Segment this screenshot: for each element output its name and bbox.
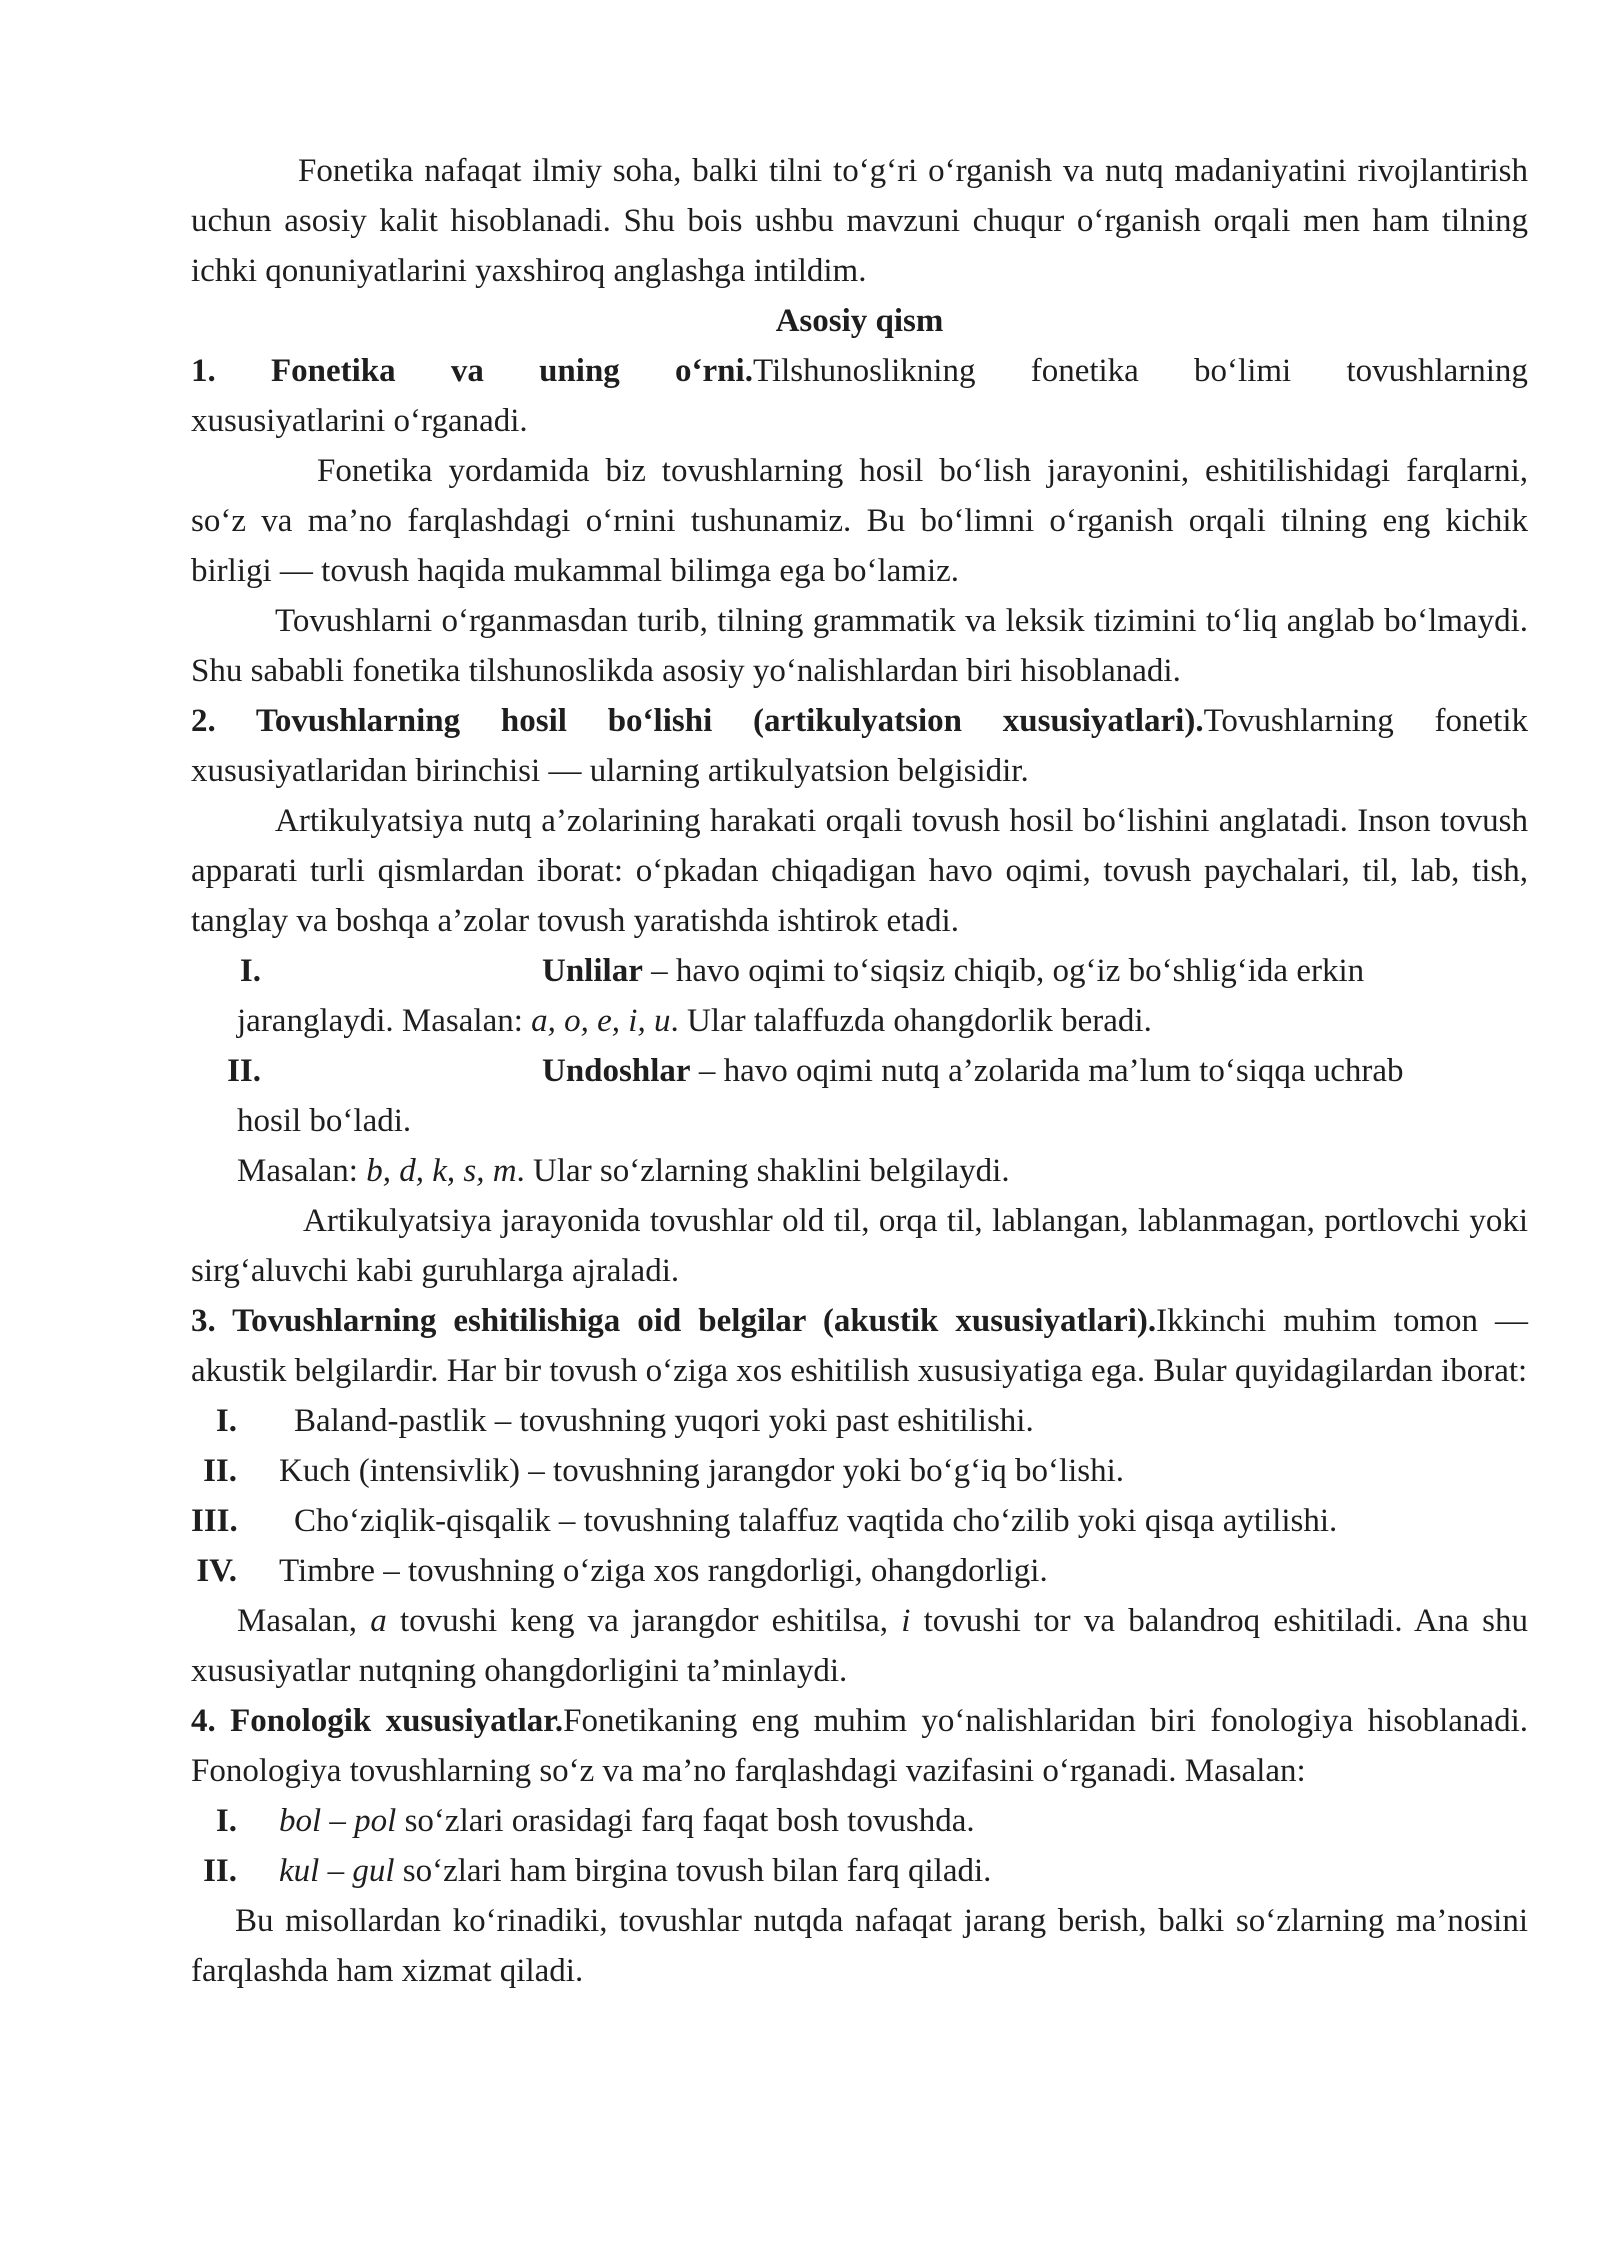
section-2-paragraph <box>191 696 1528 796</box>
section-1-title-w3: uning <box>539 353 620 389</box>
conclusion-paragraph: Bu misollardan ko‘rinadiki, tovushlar nutqda nafaqat jarang berish, balki so‘zlarning ma’nosini farqlashda ham xizmat qiladi. <box>191 1903 1528 1989</box>
undoshlar-examples: b, d, k, s, m <box>366 1153 517 1189</box>
list-item <box>191 1796 1528 1846</box>
word-pair: bol – pol <box>279 1803 397 1839</box>
section-2-paragraph-3: Artikulyatsiya jarayonida tovushlar old til, orqa til, lablangan, lablanmagan, portlovchi yoki sirg‘aluvchi kabi guruhlarga ajraladi. <box>191 1203 1528 1289</box>
section-4-title: 4. Fonologik xususiyatlar. <box>191 1703 564 1739</box>
section-1-first-line <box>191 346 1528 396</box>
list-number: II. <box>203 1853 237 1889</box>
example-letter-a: a <box>370 1603 387 1639</box>
list-number: I. <box>215 1403 237 1439</box>
example-intro: Masalan, <box>237 1603 371 1639</box>
section-4-text: Fonetikaning eng muhim yo‘nalishlaridan biri fonologiya hisoblanadi. Fonologiya tovushlarning so‘z va ma’no farqlashdagi vazifasini o‘rganadi. Masalan: <box>191 1703 1528 1789</box>
section-1-text-w3: tovushlarning <box>1346 353 1528 389</box>
list-number: I. <box>215 1803 237 1839</box>
undoshlar-example <box>191 1146 1528 1196</box>
undoshlar-example-intro: Masalan: <box>237 1153 367 1189</box>
list-item-text: Baland-pastlik – tovushning yuqori yoki past eshitilishi. <box>294 1403 1034 1439</box>
section-2-text: Tovushlarning fonetik xususiyatlaridan birinchisi — ularning artikulyatsion belgisidir. <box>191 703 1528 789</box>
section-1-title-w4: o‘rni. <box>675 353 753 389</box>
section-3-title: 3. Tovushlarning eshitilishiga oid belgilar (akustik xususiyatlari). <box>191 1303 1157 1339</box>
list-number: I. <box>239 953 261 989</box>
undoshlar-text: – havo oqimi nutq a’zolarida ma’lum to‘siqqa uchrab <box>690 1053 1404 1089</box>
list-number: IV. <box>196 1553 237 1589</box>
section-1-paragraph-2: Fonetika yordamida biz tovushlarning hosil bo‘lish jarayonini, eshitilishidagi farqlarni, so‘z va ma’no farqlashdagi o‘rnini tushunamiz. Bu bo‘limni o‘rganish orqali tilning eng kichik birligi — tovush haqida mukammal bilimga ega bo‘lamiz. <box>191 453 1528 589</box>
list-item <box>191 1496 1528 1546</box>
list-item-text: Kuch (intensivlik) – tovushning jarangdor yoki bo‘g‘iq bo‘lishi. <box>279 1453 1125 1489</box>
section-1-title-w0: 1. <box>191 353 216 389</box>
list-number: III. <box>191 1503 238 1539</box>
section-1-text-w0: Tilshunoslikning <box>752 353 976 389</box>
section-4-paragraph <box>191 1696 1528 1796</box>
example-middle: tovushi keng va jarangdor eshitilsa, <box>386 1603 902 1639</box>
section-2-paragraph-2: Artikulyatsiya nutq a’zolarining harakati orqali tovush hosil bo‘lishini anglatadi. Inson tovush apparati turli qismlardan iborat: o‘pkadan chiqadigan havo oqimi, tovush paychalari, til, lab, tish, tanglay va boshqa a’zolar tovush yaratishda ishtirok etadi. <box>191 803 1528 939</box>
list-item <box>191 1396 1528 1446</box>
list-item-undoshlar <box>191 1046 1528 1096</box>
section-1-text-w2: bo‘limi <box>1194 353 1292 389</box>
unlilar-continuation <box>191 996 1528 1046</box>
section-1-title-w1: Fonetika <box>270 353 396 389</box>
section-3-example <box>191 1596 1528 1696</box>
section-heading: Asosiy qism <box>775 303 944 339</box>
example-letter-i: i <box>901 1603 911 1639</box>
section-2-title: 2. Tovushlarning hosil bo‘lishi (artikulyatsion xususiyatlari). <box>191 703 1204 739</box>
undoshlar-example-outro: . Ular so‘zlarning shaklini belgilaydi. <box>516 1153 1010 1189</box>
unlilar-examples: a, o, e, i, u <box>531 1003 671 1039</box>
unlilar-text: – havo oqimi to‘siqsiz chiqib, og‘iz bo‘shlig‘ida erkin <box>642 953 1365 989</box>
intro-paragraph: Fonetika nafaqat ilmiy soha, balki tilni to‘g‘ri o‘rganish va nutq madaniyatini rivojlantirish uchun asosiy kalit hisoblanadi. Shu bois ushbu mavzuni chuqur o‘rganish orqali men ham tilning ichki qonuniyatlarini yaxshiroq anglashga intildim. <box>191 153 1528 289</box>
list-item-text: so‘zlari ham birgina tovush bilan farq qiladi. <box>394 1853 992 1889</box>
unlilar-example-intro: jaranglaydi. Masalan: <box>237 1003 532 1039</box>
list-item-text: Cho‘ziqlik-qisqalik – tovushning talaffuz vaqtida cho‘zilib yoki qisqa aytilishi. <box>294 1503 1338 1539</box>
document-page <box>191 146 1528 1996</box>
list-item-unlilar <box>191 946 1528 996</box>
term-undoshlar: Undoshlar <box>542 1053 691 1089</box>
list-item-text: Timbre – tovushning o‘ziga xos rangdorligi, ohangdorligi. <box>279 1553 1048 1589</box>
section-1-text-rest: xususiyatlarini o‘rganadi. <box>191 403 528 439</box>
undoshlar-continuation: hosil bo‘ladi. <box>237 1103 412 1139</box>
list-item <box>191 1446 1528 1496</box>
list-item <box>191 1846 1528 1896</box>
unlilar-example-outro: . Ular talaffuzda ohangdorlik beradi. <box>670 1003 1152 1039</box>
word-pair: kul – gul <box>279 1853 395 1889</box>
example-outro: tovushi tor va balandroq eshitiladi. Ana shu xususiyatlar nutqning ohangdorligini ta’minlaydi. <box>191 1603 1528 1689</box>
section-1-title-w2: va <box>450 353 484 389</box>
term-unlilar: Unlilar <box>542 953 643 989</box>
section-1-text-w1: fonetika <box>1030 353 1139 389</box>
section-3-text: Ikkinchi muhim tomon — akustik belgilardir. Har bir tovush o‘ziga xos eshitilish xususiyatiga ega. Bular quyidagilardan iborat: <box>191 1303 1528 1389</box>
section-3-paragraph <box>191 1296 1528 1396</box>
list-number: II. <box>203 1453 237 1489</box>
list-item <box>191 1546 1528 1596</box>
section-1-paragraph-3: Tovushlarni o‘rganmasdan turib, tilning grammatik va leksik tizimini to‘liq anglab bo‘lmaydi. Shu sababli fonetika tilshunoslikda asosiy yo‘nalishlardan biri hisoblanadi. <box>191 603 1528 689</box>
list-item-text: so‘zlari orasidagi farq faqat bosh tovushda. <box>396 1803 975 1839</box>
list-number: II. <box>227 1053 261 1089</box>
